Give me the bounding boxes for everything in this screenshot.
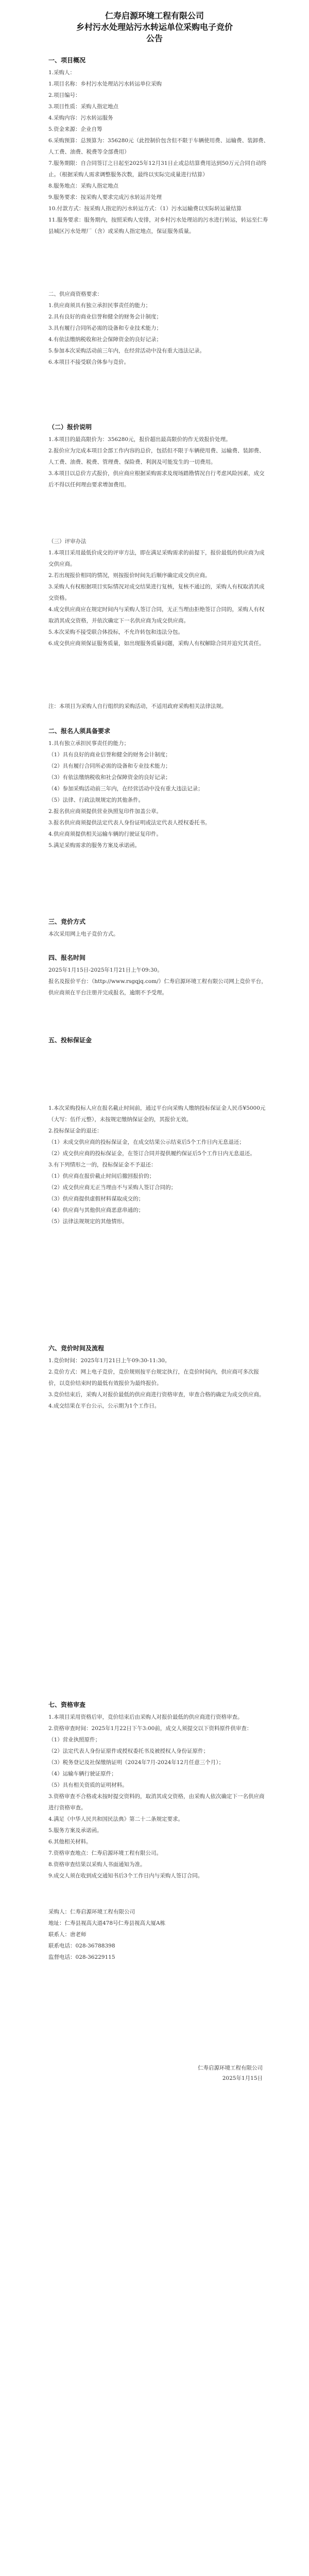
- s5-line: （2）成交供应商无正当理由不与采购人签订合同的；: [48, 1184, 177, 1191]
- s1-line: 6.采购预算：总预算为：356280元（此控制价包含但不限于车辆使用费、运输费、装卸费、人工费、油费、税费等全部费用）: [48, 138, 269, 155]
- contact-line: 联系电话：028-36788398: [48, 1943, 115, 1949]
- s6-line: 3.竞价结束后，采购人对报价最低的供应商进行资格审查，审查合格的确定为成交供应商。: [48, 1392, 265, 1398]
- s1-req-line: 6.本项目不接受联合体参与竞价。: [48, 359, 130, 365]
- s1-line: 8.服务地点：采购人指定地点: [48, 183, 119, 189]
- s1-line: 5.资金来源：企业自筹: [48, 126, 102, 132]
- section-5-body: [48, 1103, 270, 1227]
- section-4-body: [48, 964, 270, 998]
- s1-line: 2.项目编号：: [48, 92, 81, 98]
- s5-line: 1.本次采购投标人应在报名截止时间前，通过平台向采购人缴纳投标保证金人民币¥5000元（大写：伍仟元整），未按规定缴纳保证金的，其报价无效。: [48, 1105, 266, 1123]
- s6-line: 1.竞价时间：2025年1月21日上午09:30-11:30。: [48, 1358, 170, 1364]
- s5-line: （4）供应商与其他供应商恶意串通的；: [48, 1207, 144, 1213]
- section-7-body: [48, 1711, 270, 1882]
- s5-line: （2）成交供应商的投标保证金，在签订合同并提供履约保证后5个工作日内无息退还。: [48, 1150, 255, 1157]
- s1-req-line: 2.具有良好的商业信誉和健全的财务会计制度；: [48, 314, 162, 320]
- s2-line: （5）法律、行政法规规定的其他条件。: [48, 797, 144, 803]
- s7-line: （1）营业执照原件；: [48, 1737, 101, 1743]
- section-1b-body: [48, 434, 270, 490]
- contact-line: 监督电话：028-36229115: [48, 1954, 115, 1960]
- section-heading-1: 一、项目概况: [48, 57, 86, 64]
- section-6-body: [48, 1355, 270, 1412]
- s4-line: 2025年1月15日-2025年1月21日上午09:30。: [48, 967, 163, 973]
- company-title: 仁寿启源环境工程有限公司: [105, 11, 204, 21]
- s1-line: 10.付款方式：按采购人指定的污水转运方式：（1）污水运输费以实际转运量结算: [48, 206, 242, 212]
- s5-line: 2.投标保证金的退还：: [48, 1128, 102, 1134]
- s1-line: 3.项目性质：采购人指定地点: [48, 104, 119, 110]
- s7-line: （3）税务登记及社保缴纳证明（2024年7月-2024年12月任意三个月）；: [48, 1759, 224, 1766]
- s2-line: 1.具有独立承担民事责任的能力；: [48, 740, 130, 747]
- s7-line: 4.满足《中华人民共和国民法典》第二十二条规定要求。: [48, 1816, 184, 1822]
- s1-req-line: 5.参加本次采购活动前三年内，在经营活动中没有重大违法记录。: [48, 348, 205, 354]
- s5-line: （1）供应商在报价截止时间后撤回报价的；: [48, 1173, 155, 1179]
- section-heading-6: 六、竞价时间及流程: [48, 1345, 105, 1352]
- section-1-requirements: [48, 289, 270, 368]
- s1b-line: 2.报价应为完成本项目全部工作内容的总价，包括但不限于车辆使用费、运输费、装卸费、人工费、油费、税费、管理费、保险费、利润及可能发生的一切费用。: [48, 448, 265, 465]
- s7-line: 7.资格审查地点：仁寿启源环境工程有限公司。: [48, 1850, 162, 1856]
- s6-line: 4.成交结果在平台公示，公示期为1个工作日。: [48, 1403, 160, 1409]
- section-2-body: [48, 738, 270, 851]
- s1b-eval-line: 2.若出现报价相同的情况，则按报价时间先后顺序确定成交供应商。: [48, 572, 211, 579]
- project-title: 乡村污水处理站污水转运单位采购电子竞价: [76, 22, 233, 32]
- s7-line: 9.成交人须在收到成交通知书后3个工作日内与采购人签订合同。: [48, 1873, 203, 1879]
- section-3-body: [48, 928, 270, 940]
- contact-line: 采购人：仁寿启源环境工程有限公司: [48, 1909, 135, 1915]
- s7-line: （5）具有相关资质的证明材料。: [48, 1782, 128, 1788]
- section-1b-evaluation: [48, 536, 270, 649]
- section-heading-7: 七、资格审查: [48, 1701, 86, 1708]
- s2-line: 3.报名供应商须提供法定代表人身份证明或法定代表人授权委托书。: [48, 820, 211, 826]
- s2-line: （3）有依法缴纳税收和社会保障资金的良好记录；: [48, 774, 171, 781]
- s2-line: （2）具有履行合同所必需的设备和专业技术能力；: [48, 763, 171, 769]
- s1-line: 9.服务要求：按采购人要求完成污水转运并处理: [48, 194, 162, 200]
- s1b-eval-line: 5.本次采购不接受联合体投标，不允许转包和违法分包。: [48, 629, 184, 635]
- s1-line: 1.采购人：: [48, 70, 76, 76]
- s7-line: 5.服务方案及承诺函。: [48, 1827, 102, 1834]
- s7-line: 8.资格审查结果以采购人书面通知为准。: [48, 1861, 146, 1868]
- s5-line: （3）供应商提供虚假材料谋取成交的；: [48, 1196, 144, 1202]
- s3-line: 本次采用网上电子竞价方式。: [48, 931, 119, 937]
- s1b-eval-line: （三）评审办法: [48, 538, 87, 545]
- s5-line: （5）法律法规规定的其他情形。: [48, 1218, 128, 1225]
- s5-line: 3.有下列情形之一的，投标保证金不予退还：: [48, 1162, 157, 1168]
- section-heading-1b: （二）报价说明: [48, 423, 92, 431]
- s1-line: 1.项目名称：乡村污水处理站污水转运单位采购: [48, 81, 162, 87]
- footer-date: 2025年1月15日: [222, 2075, 263, 2081]
- section-1b-note: 注：本项目为采购人自行组织的采购活动，不适用政府采购相关法律法规。: [48, 703, 227, 709]
- s1-req-line: 4.有依法缴纳税收和社会保障资金的良好记录；: [48, 336, 162, 343]
- s2-line: （4）参加采购活动前三年内，在经营活动中没有重大违法记录；: [48, 786, 203, 792]
- s5-line: （1）未成交供应商的投标保证金，在成交结果公示结束后5个工作日内无息退还；: [48, 1139, 245, 1145]
- s1b-eval-line: 4.成交供应商应在规定时间内与采购人签订合同，无正当理由拒绝签订合同的，采购人有权取消其成交资格，并依次确定下一名供应商为成交供应商。: [48, 606, 265, 624]
- section-heading-3: 三、竞价方式: [48, 918, 86, 925]
- s2-line: 4.供应商须提供相关运输车辆的行驶证复印件。: [48, 831, 162, 837]
- contact-block: [48, 1906, 270, 1963]
- footer-company: 仁寿启源环境工程有限公司: [198, 2065, 263, 2071]
- doc-type-title: 公告: [146, 33, 163, 43]
- s2-line: （1）具有良好的商业信誉和健全的财务会计制度；: [48, 752, 171, 758]
- contact-line: 联系人：唐老师: [48, 1931, 87, 1938]
- section-heading-4: 四、报名时间: [48, 954, 86, 961]
- s2-line: 2.报名供应商须提供营业执照复印件加盖公章。: [48, 808, 162, 815]
- s1-line: 11.服务要求：服务期内，按照采购人安排，对乡村污水处理站的污水进行转运，转运至仁寿县城区污水处理厂（含）或采购人指定地点，保证服务质量。: [48, 217, 268, 234]
- s1b-eval-line: 1.本项目采用最低价成交的评审方法，即在满足采购需求的前提下，报价最低的供应商为成交供应商。: [48, 550, 265, 567]
- s7-line: （4）运输车辆行驶证原件；: [48, 1771, 117, 1777]
- contact-line: 地址：仁寿县视高大道478号仁寿县视高大厦A栋: [48, 1920, 166, 1926]
- s1b-eval-line: 3.采购人有权根据项目实际情况对成交结果进行复核，复核不通过的，采购人有权取消其成交资格。: [48, 584, 265, 601]
- s7-line: 3.资格审查不合格或未按时提交资料的，取消其成交资格，由采购人依次确定下一名供应商进行资格审查。: [48, 1793, 265, 1811]
- s1-req-line: 二、供应商资格要求：: [48, 291, 102, 297]
- s1b-eval-line: 6.成交供应商须保证服务质量，如出现服务质量问题，采购人有权解除合同并追究其责任。: [48, 640, 265, 647]
- s1-line: 4.采购内容：污水转运服务: [48, 115, 113, 121]
- section-1-body: [48, 67, 270, 237]
- s1-req-line: 1.供应商须具有独立承担民事责任的能力；: [48, 302, 151, 309]
- s1-line: 7.服务期限：自合同签订之日起至2025年12月31日止或总结算费用达到50万元合同自动终止。（根据采购人需求调整服务次数，最终以实际完成量进行结算）: [48, 160, 267, 178]
- section-heading-5: 五、投标保证金: [48, 1037, 92, 1044]
- s7-line: 2.资格审查时间：2025年1月22日下午3:00前，成交人须提交以下资料原件供审查：: [48, 1725, 252, 1732]
- s7-line: （2）法定代表人身份证原件或授权委托书及被授权人身份证原件；: [48, 1748, 209, 1754]
- s7-line: 6.其他相关材料。: [48, 1839, 92, 1845]
- s1b-line: 3.本项目以总价方式报价，供应商应根据采购需求及现场踏勘情况自行考虑风险因素，成交后不得以任何理由要求增加费用。: [48, 470, 265, 488]
- s2-line: 5.满足采购需求的服务方案及承诺函。: [48, 842, 141, 849]
- s7-line: 1.本项目采用资格后审，竞价结束后由采购人对报价最低的供应商进行资格审查。: [48, 1714, 243, 1720]
- s1b-line: 1.本项目的最高限价为：356280元，报价超出最高限价的作无效报价处理。: [48, 436, 231, 443]
- s6-line: 2.竞价方式：网上电子竞价，竞价规则按平台规定执行，在竞价时间内，供应商可多次报价，以竞价结束时的最低有效报价为最终报价。: [48, 1369, 260, 1386]
- section-heading-2: 二、报名人须具备要求: [48, 727, 111, 735]
- s1-req-line: 3.具有履行合同所必需的设备和专业技术能力；: [48, 325, 162, 331]
- s4-line: 报名及报价平台：（http://www.rsgqjq.com/）仁寿启源环境工程有限公司网上竞价平台，供应商须在平台注册并完成报名，逾期不予受理。: [48, 978, 267, 996]
